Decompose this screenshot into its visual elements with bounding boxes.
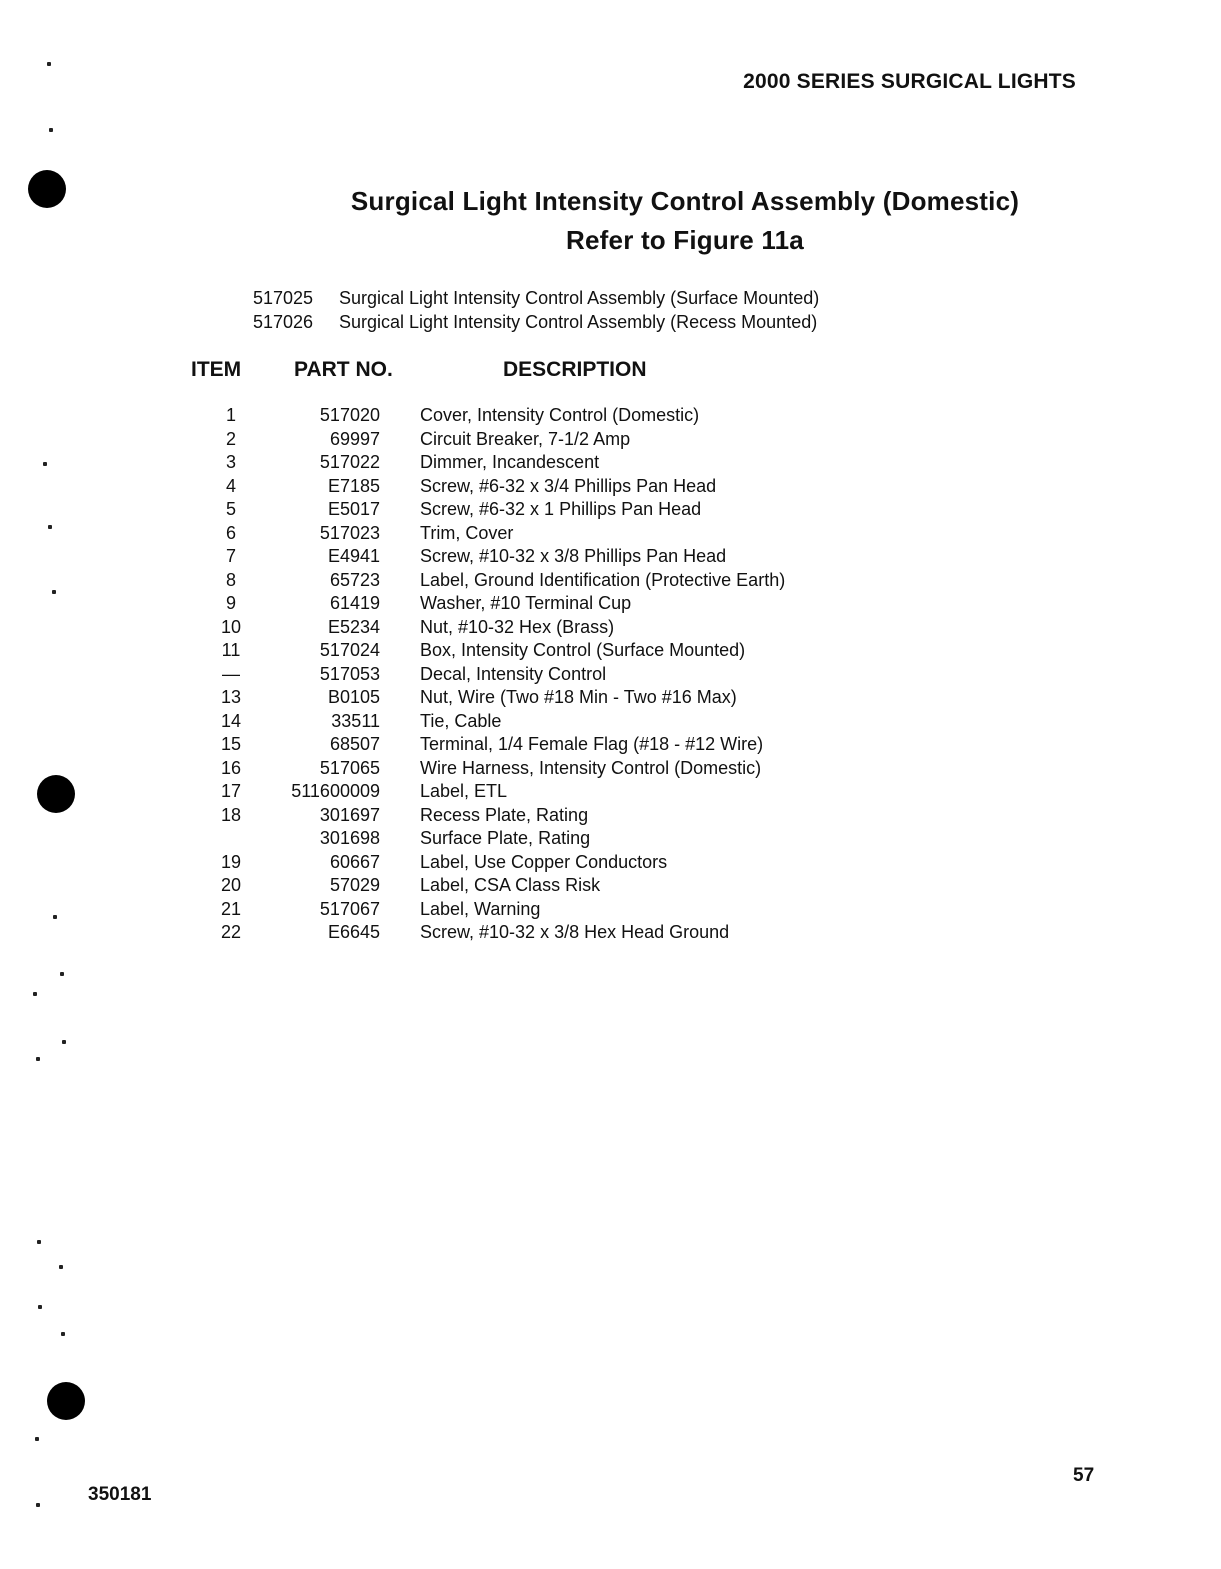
part-number: E5017 — [327, 499, 380, 519]
part-number: 68507 — [329, 734, 380, 754]
binder-hole — [28, 170, 66, 208]
part-number: 301698 — [319, 828, 380, 848]
scan-speck — [47, 62, 51, 66]
part-number: 69997 — [329, 428, 380, 449]
parts-row — [0, 617, 1221, 641]
parts-row — [0, 805, 1221, 829]
part-description: Screw, #6-32 x 1 Phillips Pan Head — [420, 499, 702, 519]
part-number: E6645 — [327, 922, 380, 942]
part-description: Dimmer, Incandescent — [420, 452, 600, 472]
parts-row — [0, 476, 1221, 500]
item-number: 19 — [220, 851, 242, 872]
parts-row — [0, 523, 1221, 547]
part-number: B0105 — [327, 687, 380, 707]
scan-speck — [36, 1057, 40, 1061]
part-description: Recess Plate, Rating — [420, 804, 589, 825]
part-number: 65723 — [329, 569, 380, 590]
part-number: 517022 — [319, 452, 380, 472]
parts-row — [0, 429, 1221, 453]
part-number: E7185 — [327, 475, 380, 496]
part-number: 517067 — [319, 898, 380, 919]
assembly-line — [253, 288, 819, 309]
parts-row — [0, 852, 1221, 876]
item-number: 9 — [225, 593, 236, 613]
part-description: Box, Intensity Control (Surface Mounted) — [420, 640, 746, 660]
column-header-item: ITEM — [191, 358, 242, 381]
part-number: E5234 — [327, 616, 380, 637]
part-description: Cover, Intensity Control (Domestic) — [420, 405, 700, 425]
parts-row — [0, 640, 1221, 664]
item-number: 18 — [220, 804, 242, 825]
scan-speck — [38, 1305, 42, 1309]
scan-speck — [33, 992, 37, 996]
scan-speck — [60, 972, 64, 976]
part-number: 511600009 — [291, 781, 380, 801]
item-number: 10 — [220, 616, 242, 637]
scan-speck — [35, 1437, 39, 1441]
column-header-part-no: PART NO. — [294, 358, 393, 381]
part-description: Washer, #10 Terminal Cup — [420, 593, 632, 613]
scan-speck — [37, 1240, 41, 1244]
parts-row — [0, 570, 1221, 594]
parts-row — [0, 499, 1221, 523]
item-number: 2 — [225, 428, 236, 449]
parts-row — [0, 664, 1221, 688]
part-description: Label, ETL — [420, 781, 508, 801]
item-number: 17 — [220, 781, 242, 801]
item-number: 7 — [225, 546, 236, 566]
item-number: — — [222, 663, 240, 684]
part-number: 61419 — [329, 593, 380, 613]
part-description: Surface Plate, Rating — [420, 828, 591, 848]
part-description: Tie, Cable — [420, 710, 502, 731]
assembly-part-number: 517026 — [253, 312, 314, 332]
part-description: Label, Use Copper Conductors — [420, 851, 668, 872]
series-header: 2000 SERIES SURGICAL LIGHTS — [743, 70, 1076, 93]
parts-row — [0, 687, 1221, 711]
parts-row — [0, 875, 1221, 899]
item-number: 8 — [225, 569, 236, 590]
part-description: Terminal, 1/4 Female Flag (#18 - #12 Wire) — [420, 734, 764, 754]
parts-row — [0, 452, 1221, 476]
part-number: 33511 — [331, 710, 380, 731]
part-number: 517053 — [319, 663, 380, 684]
part-description: Nut, Wire (Two #18 Min - Two #16 Max) — [420, 687, 737, 707]
page-title: Surgical Light Intensity Control Assembly (Domestic) — [350, 186, 1020, 216]
parts-row — [0, 781, 1221, 805]
part-description: Screw, #10-32 x 3/8 Phillips Pan Head — [420, 546, 727, 566]
parts-row — [0, 734, 1221, 758]
part-description: Label, Warning — [420, 898, 541, 919]
assembly-line — [253, 312, 817, 333]
assembly-description: Surgical Light Intensity Control Assembly (Surface Mounted) — [339, 288, 820, 308]
scan-speck — [49, 128, 53, 132]
assembly-part-number: 517025 — [253, 288, 314, 308]
part-number: 57029 — [329, 875, 380, 895]
item-number: 6 — [225, 522, 236, 543]
part-description: Nut, #10-32 Hex (Brass) — [420, 616, 615, 637]
column-header-description: DESCRIPTION — [503, 358, 647, 381]
parts-row — [0, 711, 1221, 735]
scan-speck — [61, 1332, 65, 1336]
parts-row — [0, 828, 1221, 852]
part-number: 301697 — [319, 804, 380, 825]
scan-speck — [59, 1265, 63, 1269]
item-number: 3 — [225, 452, 236, 472]
item-number: 14 — [220, 710, 242, 731]
scan-speck — [62, 1040, 66, 1044]
document-number: 350181 — [88, 1484, 152, 1505]
parts-list — [0, 405, 1221, 946]
parts-row — [0, 593, 1221, 617]
assembly-description: Surgical Light Intensity Control Assembly (Recess Mounted) — [339, 312, 818, 332]
item-number: 5 — [225, 499, 236, 519]
item-number: 20 — [220, 875, 242, 895]
part-number: 517023 — [319, 522, 380, 543]
scan-speck — [36, 1503, 40, 1507]
page-number: 57 — [1073, 1465, 1095, 1486]
part-number: E4941 — [327, 546, 380, 566]
part-number: 517065 — [319, 757, 380, 778]
item-number: 16 — [220, 757, 242, 778]
part-description: Circuit Breaker, 7-1/2 Amp — [420, 428, 631, 449]
item-number: 22 — [220, 922, 242, 942]
parts-row — [0, 758, 1221, 782]
item-number: 1 — [225, 405, 236, 425]
part-description: Screw, #10-32 x 3/8 Hex Head Ground — [420, 922, 730, 942]
part-number: 517020 — [319, 405, 380, 425]
part-description: Trim, Cover — [420, 522, 514, 543]
part-description: Screw, #6-32 x 3/4 Phillips Pan Head — [420, 475, 717, 496]
figure-reference: Refer to Figure 11a — [566, 225, 804, 255]
parts-row — [0, 546, 1221, 570]
item-number: 13 — [220, 687, 242, 707]
parts-row — [0, 405, 1221, 429]
item-number: 11 — [221, 640, 241, 660]
binder-hole — [47, 1382, 85, 1420]
part-number: 517024 — [319, 640, 380, 660]
part-number: 60667 — [329, 851, 380, 872]
part-description: Decal, Intensity Control — [420, 663, 607, 684]
item-number: 21 — [220, 898, 242, 919]
part-description: Wire Harness, Intensity Control (Domestic) — [420, 757, 762, 778]
item-number: 15 — [220, 734, 242, 754]
item-number: 4 — [225, 475, 236, 496]
part-description: Label, CSA Class Risk — [420, 875, 601, 895]
part-description: Label, Ground Identification (Protective Earth) — [420, 569, 786, 590]
parts-row — [0, 922, 1221, 946]
parts-row — [0, 899, 1221, 923]
